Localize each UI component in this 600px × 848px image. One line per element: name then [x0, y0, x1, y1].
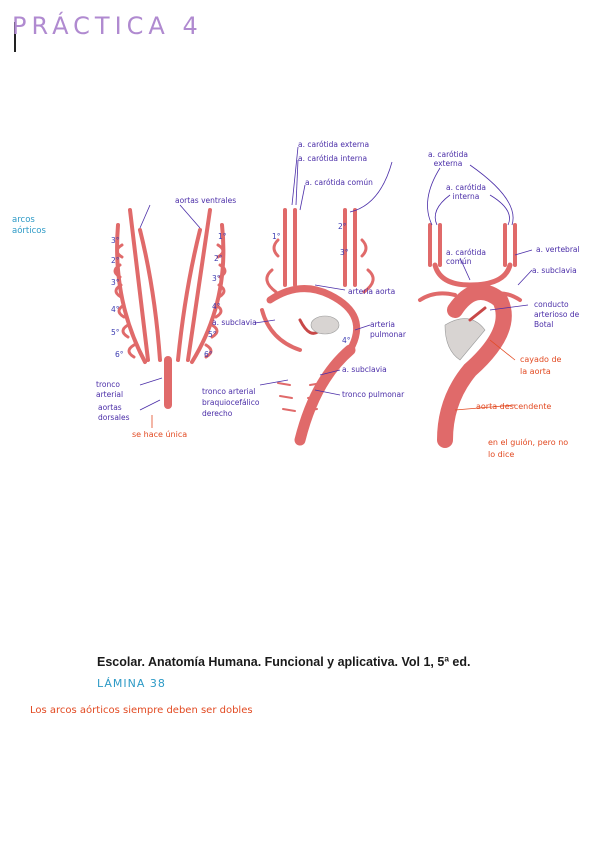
plate-number: LÁMINA 38 — [97, 677, 166, 690]
label-f2-arteria-pulmonar: arteria pulmonar — [370, 320, 406, 339]
label-f2-carotida-interna: a. carótida interna — [298, 154, 368, 163]
label-tronco-arterial: tronco arterial — [96, 380, 124, 399]
arch-number-right-2: 2° — [214, 254, 223, 263]
f2-arch-number-1: 1° — [272, 232, 281, 241]
arch-number-right-4: 4° — [212, 302, 221, 311]
source-caption: Escolar. Anatomía Humana. Funcional y aplicativa. Vol 1, 5ª ed. — [97, 655, 471, 669]
arch-number-left-5: 5° — [111, 328, 120, 337]
arch-number-left-3: 3° — [111, 278, 120, 287]
arch-number-right-6: 6° — [204, 350, 213, 359]
page-title: PRÁCTICA 4 — [12, 12, 203, 40]
side-note-line2: aórticos — [12, 226, 46, 236]
side-note-line1: arcos — [12, 215, 35, 225]
arch-number-left-2: 2° — [111, 256, 120, 265]
label-f3-guion-note: en el guión, pero no lo dice — [488, 438, 569, 459]
label-f3-carotida-comun: a. carótida común — [446, 248, 486, 266]
label-aortas-ventrales: aortas ventrales — [175, 196, 237, 205]
label-f2-tronco-pulmonar: tronco pulmonar — [342, 390, 405, 399]
figure1-vessels — [115, 210, 225, 405]
label-f3-carotida-externa: a. carótida externa — [428, 150, 468, 168]
label-f2-subclavia-right: a. subclavia — [342, 365, 387, 374]
label-f3-conducto-arterioso: conducto arterioso de Botal — [534, 300, 580, 329]
label-f3-aorta-descendente: aorta descendente — [476, 402, 552, 411]
arch-number-left-1: 3° — [111, 236, 120, 245]
label-f2-arteria-aorta: arteria aorta — [348, 287, 396, 296]
figure2-vessels — [262, 210, 373, 440]
arch-number-right-1: 1° — [218, 232, 227, 241]
arch-number-left-6: 6° — [115, 350, 124, 359]
handwritten-note: Los arcos aórticos siempre deben ser dobles — [30, 705, 253, 716]
arch-number-right-5: 5° — [208, 330, 217, 339]
f2-arch-number-3: 3° — [340, 248, 349, 257]
arch-number-left-4: 4° — [111, 305, 120, 314]
label-f3-vertebral: a. vertebral — [536, 245, 580, 254]
label-f3-carotida-interna: a. carótida interna — [446, 183, 486, 201]
label-f3-cayado-aorta: cayado de la aorta — [520, 355, 562, 376]
label-aortas-dorsales: aortas dorsales — [98, 403, 130, 422]
label-f2-carotida-comun: a. carótida común — [305, 178, 373, 187]
label-f2-subclavia-left: a. subclavia — [212, 318, 257, 327]
f2-arch-number-4: 4° — [342, 336, 351, 345]
label-f2-tronco-braquiocefalico: tronco arterial braquiocefálico derecho — [202, 387, 260, 418]
arch-number-right-3: 3° — [212, 274, 221, 283]
label-f3-subclavia: a. subclavia — [532, 266, 577, 275]
label-se-hace-unica: se hace única — [132, 430, 188, 439]
f2-arch-number-2: 2° — [338, 222, 347, 231]
label-f2-carotida-externa: a. carótida externa — [298, 140, 370, 149]
